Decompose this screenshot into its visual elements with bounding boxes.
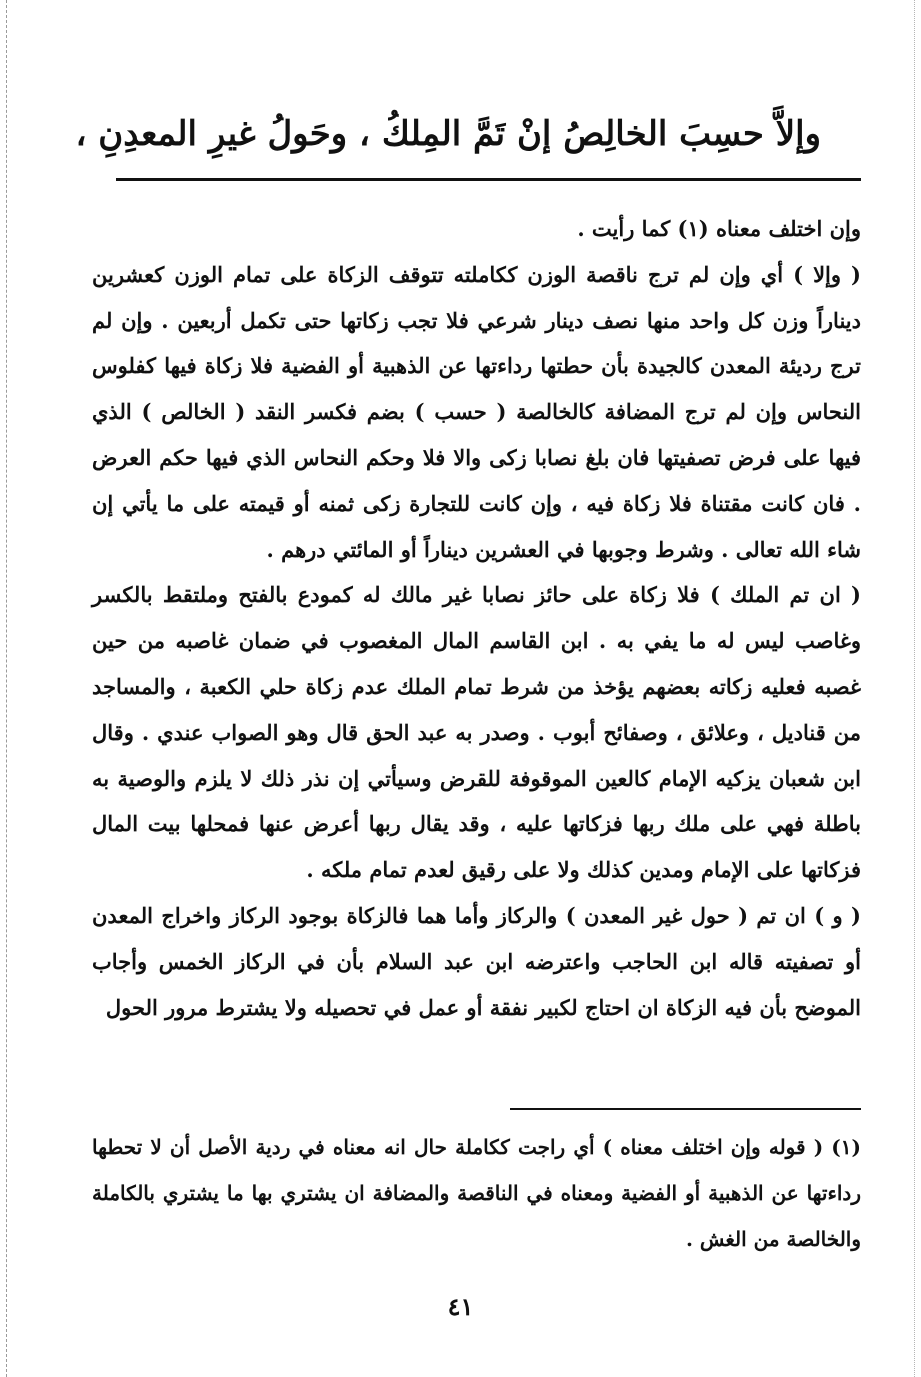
main-text [92, 206, 861, 1030]
paragraph: وإن اختلف معناه (١) كما رأيت . [577, 216, 861, 241]
paragraph: ( و ) ان تم ( حول غير المعدن ) والركاز وأما هما فالزكاة بوجود الركاز واخراج المعدن أو تصفيته قاله ابن الحاجب واعترضه ابن عبد السلام بأن في الركاز الخمس وأجاب الموضح بأن فيه الزكاة ان احتاج لكبير نفقة أو عمل في تحصيله ولا يشترط مرور الحول [92, 902, 861, 1020]
paragraph: ( ان تم الملك ) فلا زكاة على حائز نصابا غير مالك له كمودع بالفتح وملتقط بالكسر وغاصب ليس له ما يفي به . ابن القاسم المال المغصوب في ضمان غاصبه من حين غصبه فعليه زكاته بعضهم يؤخذ من شرط تمام الملك عدم زكاة حلي الكعبة ، والمساجد من قناديل ، وعلائق ، وصفائح أبوب . وصدر به عبد الحق قال وهو الصواب عندي . وقال ابن شعبان يزكيه الإمام كالعين الموقوفة للقرض وسيأتي إن نذر ذلك لا يلزم والوصية به باطلة فهي على ملك ربها فزكاتها عليه ، وقد يقال ربها أعرض عنها فمحلها بيت المال فزكاتها على الإمام ومدين كذلك ولا على رقيق لعدم تمام ملكه . [92, 582, 861, 883]
paragraph: ( وإلا ) أي وإن لم ترج ناقصة الوزن ككاملته تتوقف الزكاة على تمام الوزن كعشرين ديناراً وزن كل واحد منها نصف دينار شرعي فلا تجب زكاتها حتى تكمل أربعين . وإن لم ترج رديئة المعدن كالجيدة بأن حطتها رداءتها عن الذهبية أو الفضية فلا زكاة فيها كفلوس النحاس وإن لم ترج المضافة كالخالصة ( حسب ) بضم فكسر النقد ( الخالص ) الذي فيها على فرض تصفيتها فان بلغ نصابا زكى والا فلا وحكم النحاس الذي فيها حكم العرض . فان كانت مقتناة فلا زكاة فيه ، وإن كانت للتجارة زكى ثمنه أو قيمته على ما يأتي إن شاء الله تعالى . وشرط وجوبها في العشرين ديناراً أو المائتي درهم . [92, 261, 861, 562]
page-heading: وإلاَّ حسِبَ الخالِصُ إنْ تَمَّ المِلكُ ، وحَولُ غيرِ المعدِنِ ، [75, 114, 821, 154]
footnote-rule [510, 1108, 861, 1110]
page-number: ٤١ [447, 1292, 474, 1321]
footnote [92, 1124, 861, 1262]
footnote-text: (١) ( قوله وإن اختلف معناه ) أي راجت ككاملة حال انه معناه في ردية الأصل أن لا تحطها رداءتها عن الذهبية أو الفضية ومعناه في الناقصة والمضافة ان يشتري بها ما يشتري بالكاملة والخالصة من الغش . [92, 1135, 861, 1251]
heading-rule [116, 178, 861, 181]
